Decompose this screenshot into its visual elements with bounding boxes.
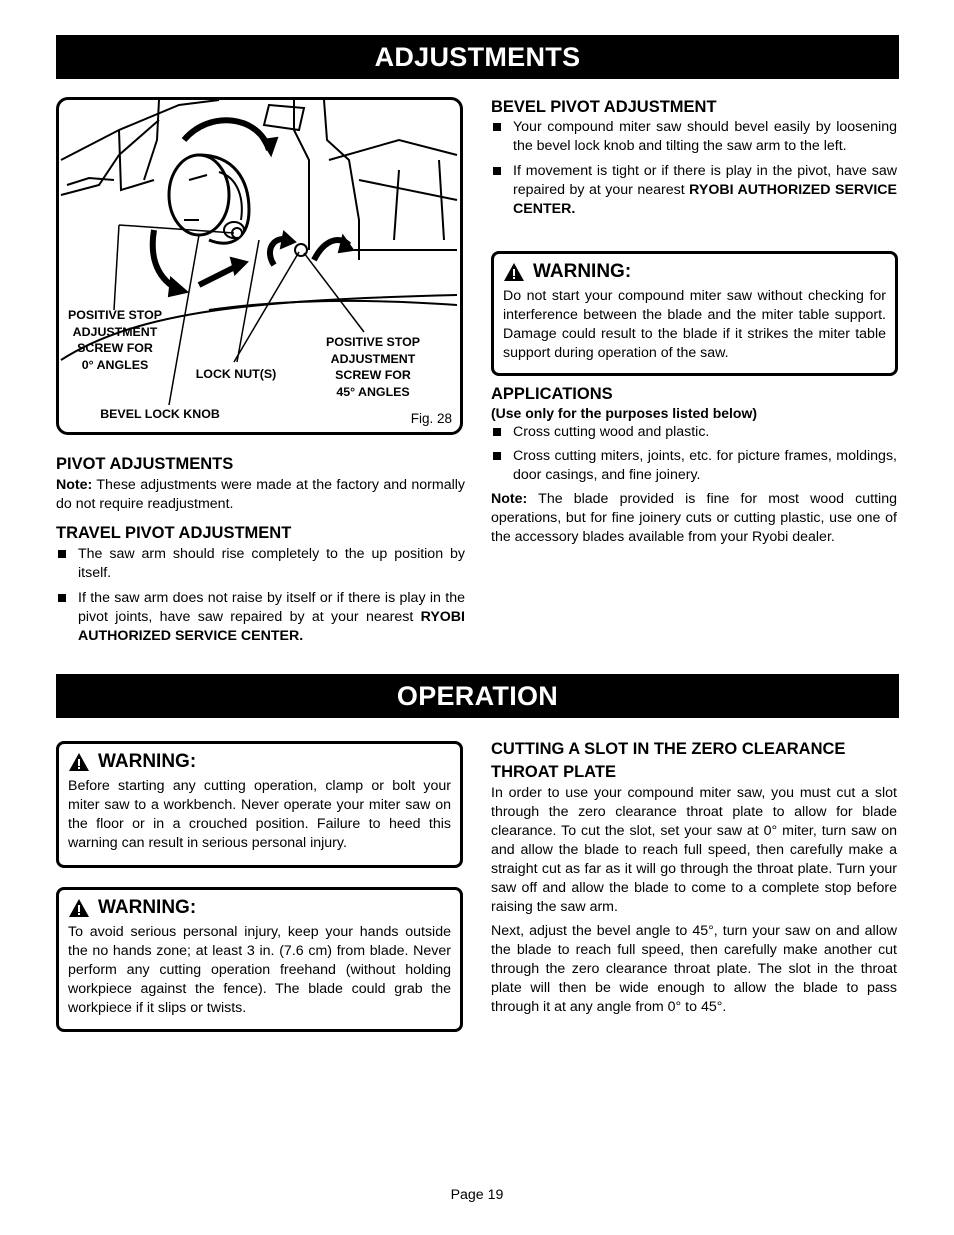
bullet-text: If movement is tight or if there is play in the pivot, have saw repaired by at your nearest [513, 163, 897, 198]
bullet-bold: RYOBI AUTHORIZED SERVICE CENTER. [513, 182, 898, 217]
label-lock-nut: LOCK NUT(S) [195, 367, 277, 381]
warning-title-text: WARNING: [98, 897, 197, 918]
label-line: POSITIVE STOP [67, 308, 163, 322]
pivot-adjustments-heading: PIVOT ADJUSTMENTS [56, 455, 234, 473]
heading-line: THROAT PLATE [491, 763, 616, 781]
label-line: POSITIVE STOP [325, 335, 421, 349]
applications-note [491, 490, 897, 547]
label-line: 45° ANGLES [336, 384, 410, 399]
travel-pivot-list [56, 545, 465, 646]
label-positive-stop-45 [317, 334, 429, 400]
warning-text: Do not start your compound miter saw without checking for interference between the blade and the miter table support. Damage could result to the blade if it strikes the miter table support during operation of the saw. [503, 288, 886, 361]
label-line: ADJUSTMENT [330, 351, 416, 366]
cutting-slot-para-2: Next, adjust the bevel angle to 45°, turn your saw on and allow the blade to reach full speed, then carefully make another cut through the zero clearance throat plate. The slot in the throat plate will then be wide enough to allow the blade to pass through it at any angle from 0° to 45°. [491, 923, 897, 1015]
label-line: ADJUSTMENT [72, 324, 158, 339]
applications-subheading: (Use only for the purposes listed below) [491, 405, 758, 421]
list-item [56, 589, 465, 646]
label-bevel-lock-knob: BEVEL LOCK KNOB [100, 407, 220, 421]
warning-title [68, 896, 451, 920]
warning-triangle-icon [68, 898, 90, 918]
cutting-slot-para-1: In order to use your compound miter saw, you must cut a slot through the zero clearance throat plate to allow for blade clearance. To cut the slot, set your saw at 0° miter, turn saw on and allow the blade to reach full speed, then carefully make a straight cut as far as it will go through the throat plate. Turn your saw off and allow the blade to come to a complete stop before raising the saw arm. [491, 785, 897, 915]
bullet-bold: RYOBI AUTHORIZED SERVICE CENTER. [78, 609, 465, 644]
note-label: Note: [56, 477, 93, 493]
bullet-text: If the saw arm does not raise by itself or if there is play in the pivot joints, have saw repaired by at your nearest [78, 590, 465, 625]
warning-title-text: WARNING: [533, 261, 632, 282]
list-item: Cross cutting wood and plastic. [491, 423, 897, 442]
warning-title [68, 750, 451, 774]
pivot-note [56, 476, 465, 514]
list-item: The saw arm should rise completely to the up position by itself. [56, 545, 465, 583]
label-line: 0° ANGLES [81, 357, 149, 372]
list-item: Your compound miter saw should bevel easily by loosening the bevel lock knob and tilting the saw arm to the left. [491, 118, 897, 156]
cutting-slot-section [491, 738, 897, 1017]
label-positive-stop-0 [61, 307, 169, 373]
operation-banner: OPERATION [56, 674, 899, 718]
warning-box-hands [56, 887, 463, 1032]
warning-title-text: WARNING: [98, 751, 197, 772]
warning-text: To avoid serious personal injury, keep your hands outside the no hands zone; at least 3 in. (7.6 cm) from blade. Never perform any cutting operation freehand (without holding workpiece against the fence). The blade could grab the workpiece if it slips or twists. [68, 924, 451, 1016]
list-item [491, 162, 897, 219]
label-line: SCREW FOR [335, 368, 411, 382]
figure-28 [56, 97, 463, 435]
applications-list [491, 423, 897, 485]
note-text: The blade provided is fine for most wood cutting operations, but for fine joinery cuts or cutting plastic, use one of the accessory blades available from your Ryobi dealer. [491, 491, 897, 545]
applications-section [491, 384, 897, 547]
travel-pivot-heading: TRAVEL PIVOT ADJUSTMENT [56, 524, 292, 542]
bevel-pivot-heading: BEVEL PIVOT ADJUSTMENT [491, 98, 717, 116]
warning-box-clamp [56, 741, 463, 868]
cutting-slot-heading [491, 738, 897, 784]
heading-line: CUTTING A SLOT IN THE ZERO CLEARANCE [491, 740, 846, 758]
right-column-top [491, 97, 897, 219]
adjustments-banner: ADJUSTMENTS [56, 35, 899, 79]
warning-title [503, 260, 886, 284]
page-number: Page 19 [450, 1187, 504, 1203]
left-column [56, 454, 465, 646]
warning-triangle-icon [68, 752, 90, 772]
figure-caption: Fig. 28 [410, 411, 452, 426]
note-text: These adjustments were made at the factory and normally do not require readjustment. [56, 477, 465, 512]
warning-text: Before starting any cutting operation, clamp or bolt your miter saw to a workbench. Never operate your miter saw on the floor or in a crouched position. Failure to heed this warning can result in serious personal injury. [68, 778, 451, 851]
warning-triangle-icon [503, 262, 525, 282]
label-line: SCREW FOR [77, 341, 153, 355]
applications-heading: APPLICATIONS [491, 385, 613, 403]
warning-box-interference [491, 251, 898, 376]
bevel-pivot-list [491, 118, 897, 219]
list-item: Cross cutting miters, joints, etc. for picture frames, moldings, door casings, and fine joinery. [491, 447, 897, 485]
note-label: Note: [491, 491, 528, 507]
